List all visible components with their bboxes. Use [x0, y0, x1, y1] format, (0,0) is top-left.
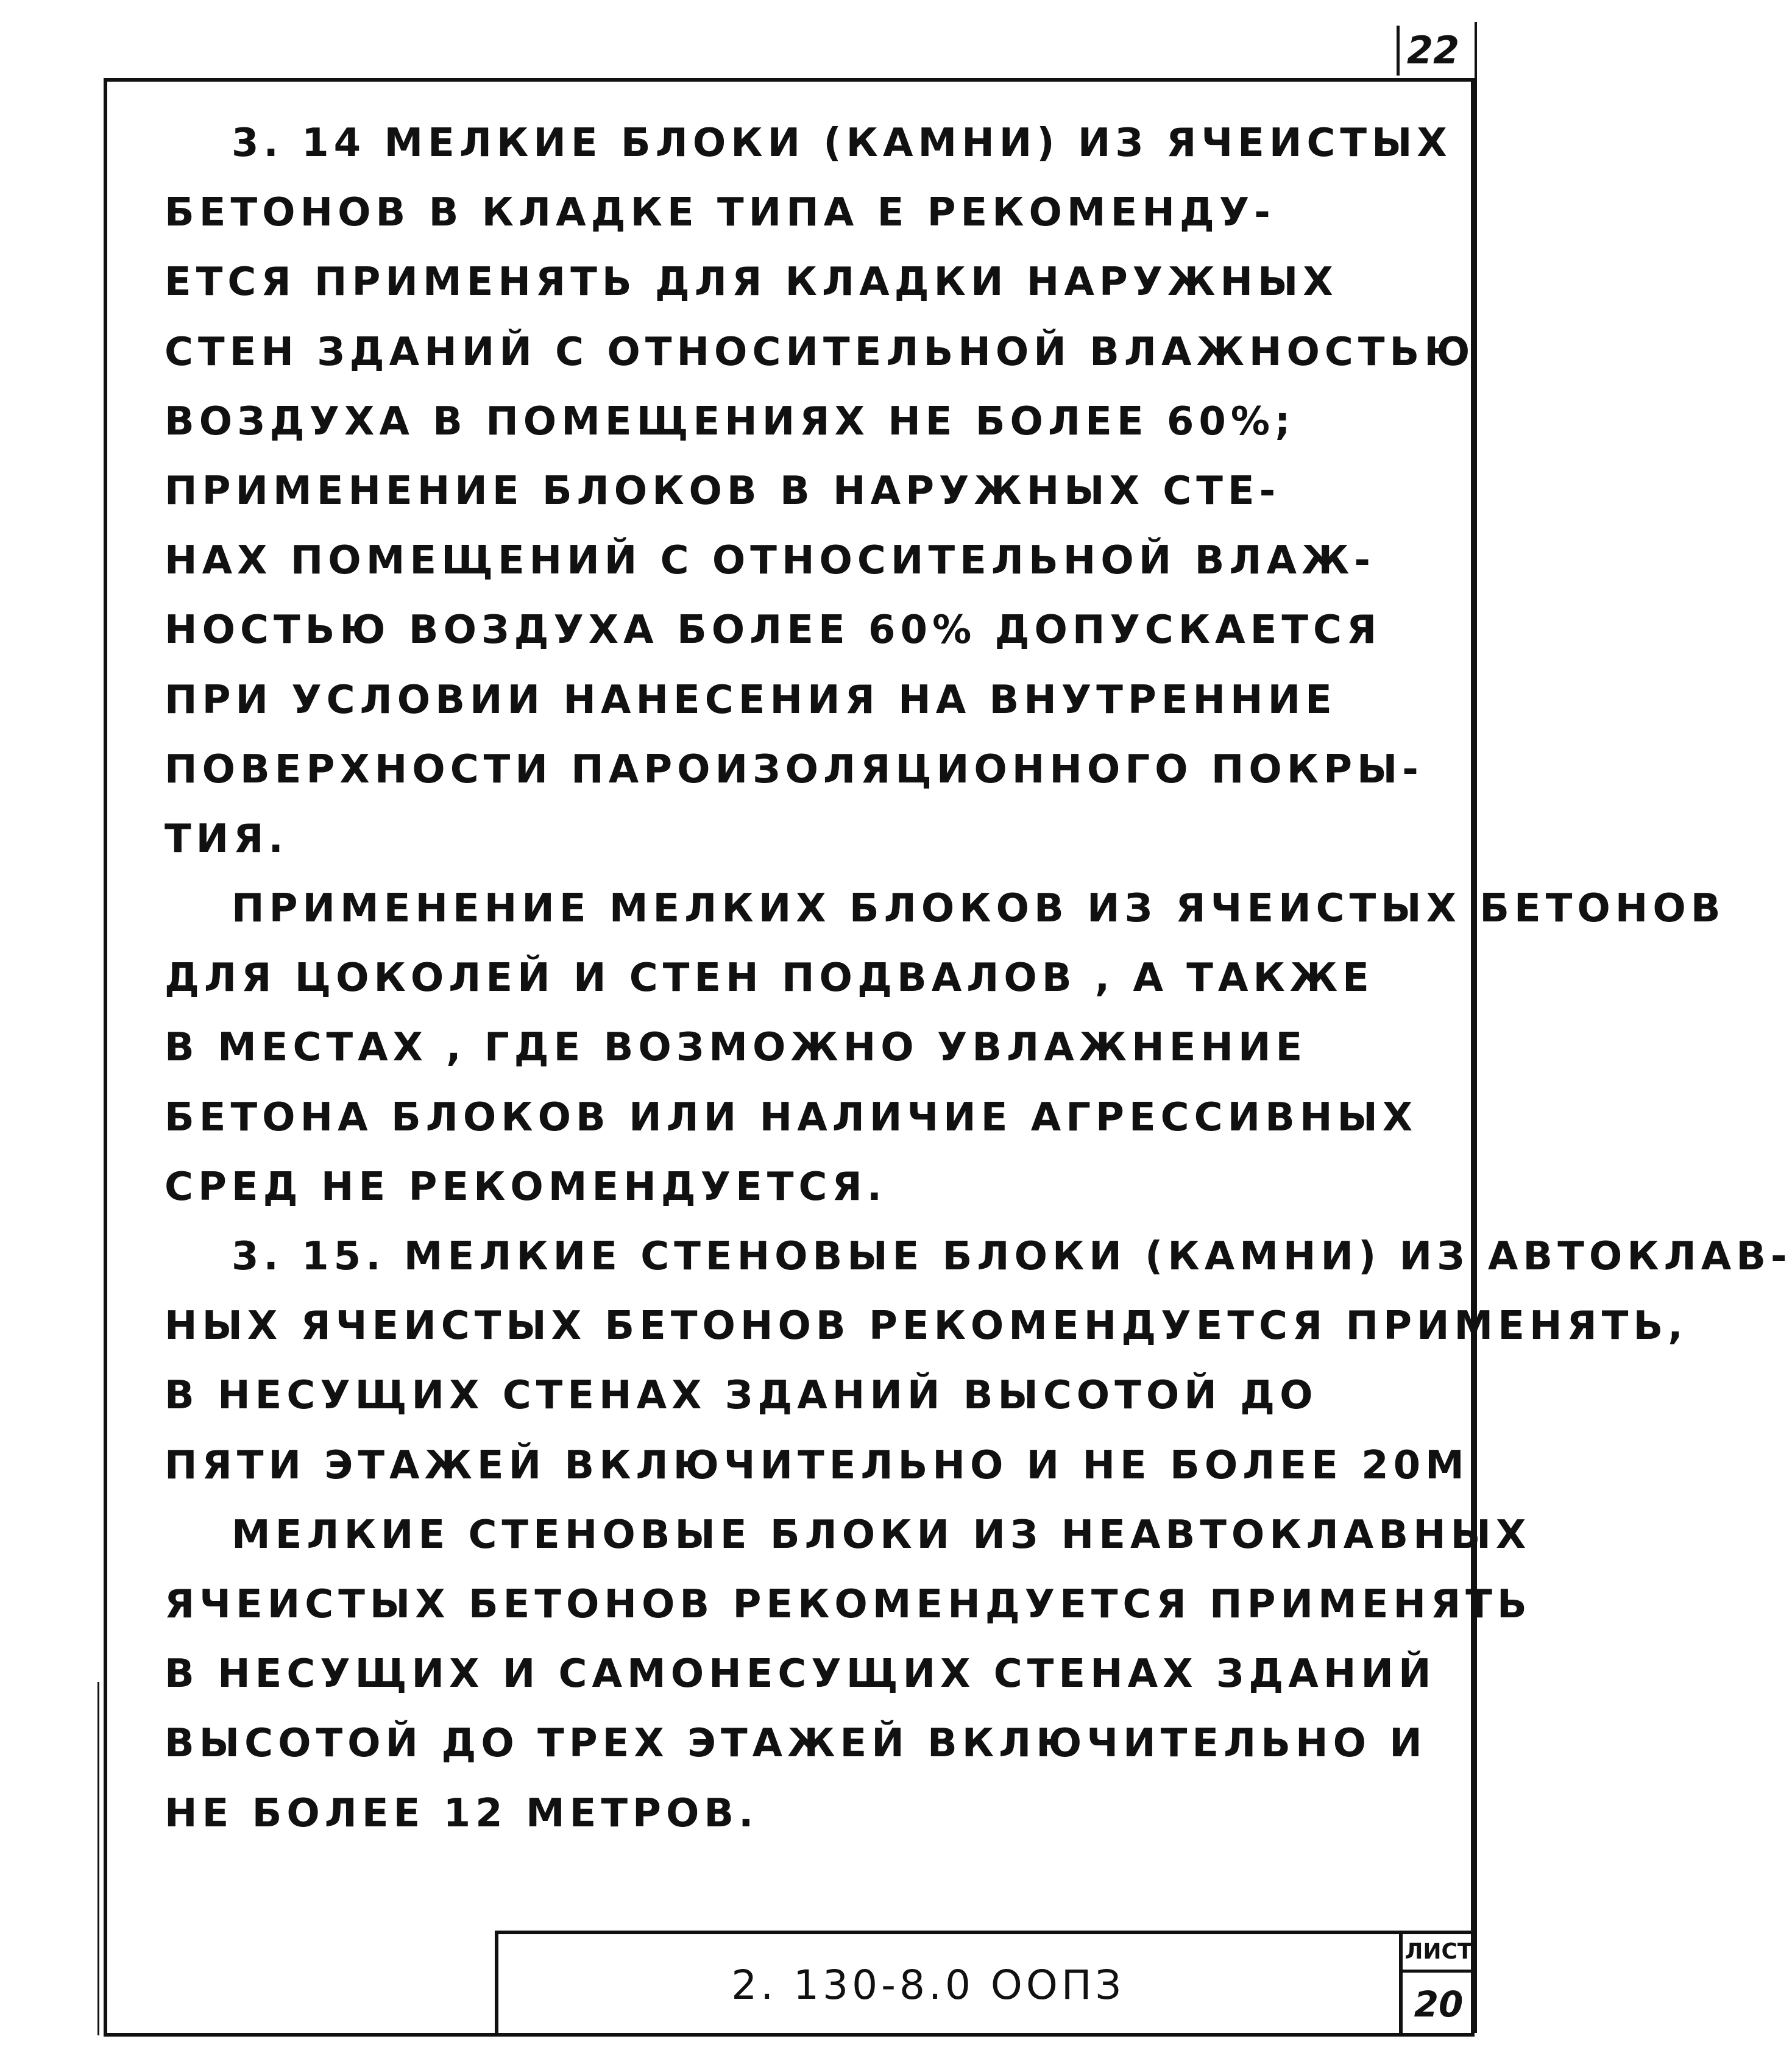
- text-line: БЕТОНА БЛОКОВ ИЛИ НАЛИЧИЕ АГРЕССИВНЫХ: [165, 1094, 1418, 1140]
- text-line: ПРИМЕНЕНИЕ БЛОКОВ В НАРУЖНЫХ СТЕ-: [165, 468, 1281, 514]
- text-line: НОСТЬЮ ВОЗДУХА БОЛЕЕ 60% ДОПУСКАЕТСЯ: [165, 608, 1382, 653]
- sheet-number: 20: [1414, 1984, 1464, 2025]
- text-line: НАХ ПОМЕЩЕНИЙ С ОТНОСИТЕЛЬНОЙ ВЛАЖ-: [165, 538, 1375, 584]
- text-line: НЫХ ЯЧЕИСТЫХ БЕТОНОВ РЕКОМЕНДУЕТСЯ ПРИМЕНЯТЬ,: [165, 1303, 1688, 1349]
- text-line: В НЕСУЩИХ СТЕНАХ ЗДАНИЙ ВЫСОТОЙ ДО: [165, 1373, 1318, 1419]
- text-line: 3. 14 МЕЛКИЕ БЛОКИ (КАМНИ) ИЗ ЯЧЕИСТЫХ: [232, 121, 1452, 166]
- text-line: ПОВЕРХНОСТИ ПАРОИЗОЛЯЦИОННОГО ПОКРЫ-: [165, 747, 1423, 792]
- text-line: В НЕСУЩИХ И САМОНЕСУЩИХ СТЕНАХ ЗДАНИЙ: [165, 1651, 1436, 1697]
- text-line: ПРИ УСЛОВИИ НАНЕСЕНИЯ НА ВНУТРЕННИЕ: [165, 677, 1337, 723]
- text-line: ДЛЯ ЦОКОЛЕЙ И СТЕН ПОДВАЛОВ , А ТАКЖЕ: [165, 956, 1374, 1001]
- text-line: ПРИМЕНЕНИЕ МЕЛКИХ БЛОКОВ ИЗ ЯЧЕИСТЫХ БЕТОНОВ: [232, 886, 1726, 932]
- sheet-label: ЛИСТ: [1403, 1934, 1475, 1973]
- text-line: СРЕД НЕ РЕКОМЕНДУЕТСЯ.: [165, 1164, 887, 1210]
- document-code: 2. 130-8.0 ООПЗ: [731, 1962, 1125, 2009]
- text-line: ВЫСОТОЙ ДО ТРЕХ ЭТАЖЕЙ ВКЛЮЧИТЕЛЬНО И: [165, 1721, 1427, 1767]
- text-line: МЕЛКИЕ СТЕНОВЫЕ БЛОКИ ИЗ НЕАВТОКЛАВНЫХ: [232, 1512, 1531, 1558]
- sheet-number-box: [1399, 1934, 1475, 2037]
- handwritten-text-block: [165, 108, 1792, 1918]
- text-line: ПЯТИ ЭТАЖЕЙ ВКЛЮЧИТЕЛЬНО И НЕ БОЛЕЕ 20М: [165, 1442, 1469, 1488]
- text-line: ЯЧЕИСТЫХ БЕТОНОВ РЕКОМЕНДУЕТСЯ ПРИМЕНЯТЬ: [165, 1581, 1532, 1627]
- text-line: ВОЗДУХА В ПОМЕЩЕНИЯХ НЕ БОЛЕЕ 60%;: [165, 399, 1295, 444]
- left-binding-rule: [97, 1682, 99, 2035]
- text-line: НЕ БОЛЕЕ 12 МЕТРОВ.: [165, 1790, 759, 1836]
- page-number: 22: [1397, 26, 1467, 76]
- text-line: СТЕН ЗДАНИЙ С ОТНОСИТЕЛЬНОЙ ВЛАЖНОСТЬЮ: [165, 329, 1475, 375]
- text-line: 3. 15. МЕЛКИЕ СТЕНОВЫЕ БЛОКИ (КАМНИ) ИЗ АВТОКЛАВ-: [232, 1234, 1792, 1279]
- text-line: ТИЯ.: [165, 816, 288, 862]
- text-line: ЕТСЯ ПРИМЕНЯТЬ ДЛЯ КЛАДКИ НАРУЖНЫХ: [165, 260, 1338, 305]
- right-border-rule: [1475, 22, 1477, 2033]
- text-line: БЕТОНОВ В КЛАДКЕ ТИПА Е РЕКОМЕНДУ-: [165, 190, 1275, 236]
- title-block: [495, 1931, 1475, 2037]
- text-line: В МЕСТАХ , ГДЕ ВОЗМОЖНО УВЛАЖНЕНИЕ: [165, 1025, 1308, 1071]
